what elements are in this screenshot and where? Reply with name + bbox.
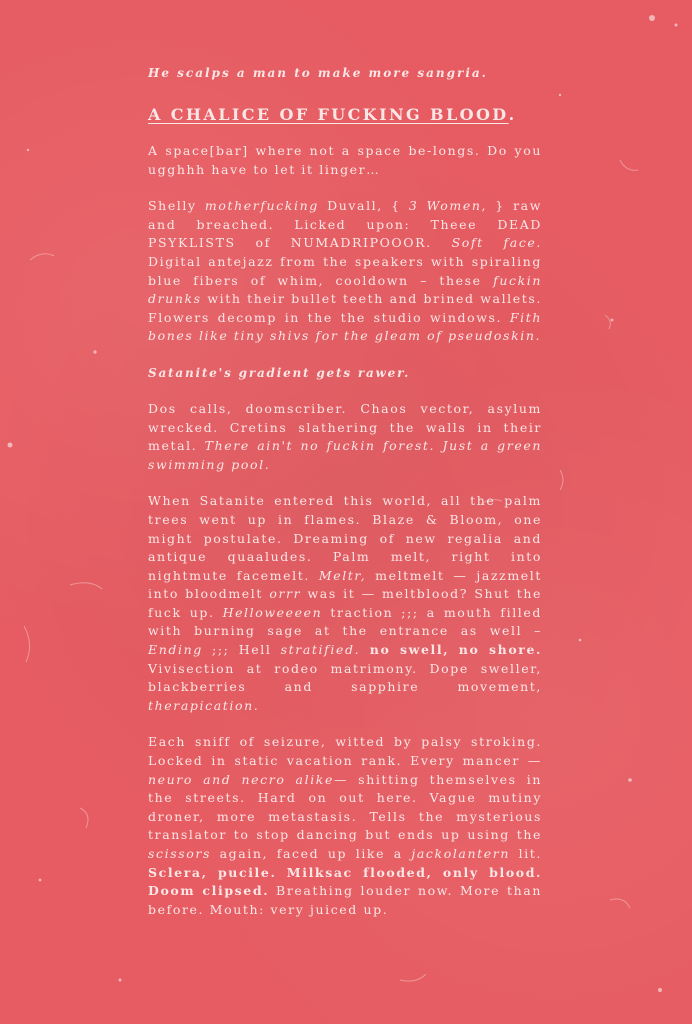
p2-text: Duvall, {	[318, 198, 409, 214]
p4-italic: Ending	[148, 642, 203, 658]
paragraph-4	[148, 492, 542, 715]
p2-italic: motherfucking	[204, 198, 319, 214]
p2-text: , } raw and breached. Licked upon: Theee DEAD PSYKLISTS of NUMADRIPOOOR.	[148, 198, 543, 251]
p5-italic: jackolantern	[411, 846, 510, 861]
p2-text: with their bullet teeth and brined wallets. Flowers decomp in the the studio windows.	[148, 291, 542, 325]
p5-italic: scissors	[148, 846, 211, 861]
p2-italic: Soft face.	[451, 235, 542, 251]
paragraph-1: A space[bar] where not a space be-longs. Do you ugghhh have to let it linger…	[148, 143, 542, 177]
p5-text: Each sniff of seizure, witted by palsy stroking. Locked in static vacation rank. Every mancer —	[148, 734, 542, 769]
p5-italic: neuro and necro alike	[148, 771, 334, 787]
p5-text: — shitting themselves in the streets. Hard on out here. Vague mutiny droner, more metastasis. Tells the mysterious translator to stop dancing but ends up using the	[148, 771, 542, 843]
p3-italic: There ain't no fuckin forest. Just a green swimming pool.	[148, 438, 542, 472]
p3-text: Dos calls, doomscriber. Chaos vector, asylum wrecked. Cretins slathering the walls in their metal.	[148, 400, 542, 454]
p4-text: traction ;;; a mouth filled with burning sage at the entrance as well –	[148, 604, 542, 639]
paragraph-2	[148, 197, 542, 346]
p4-text: When Satanite entered this world, all the palm trees went up in flames. Blaze & Bloom, one might postulate. Dreaming of new regalia and antique quaaludes. Palm melt, right into nightmute facemelt.	[148, 493, 542, 583]
p4-italic: Helloweeeen	[222, 604, 323, 620]
p4-italic: therapication.	[148, 697, 260, 713]
p4-text: meltmelt — jazzmelt into bloodmelt	[148, 567, 542, 602]
paragraph-5	[148, 733, 542, 919]
p2-italic: Fith bones like tiny shivs for the gleam of pseudoskin.	[148, 309, 542, 344]
p2-text: Shelly	[148, 198, 205, 214]
poem-title-period: .	[508, 105, 517, 124]
p4-text: was it — meltblood? Shut the fuck up.	[148, 586, 542, 620]
p4-bold: no swell, no shore.	[360, 642, 542, 658]
poem-title-text: A CHALICE OF FUCKING BLOOD	[148, 105, 509, 124]
p4-italic: orrr	[269, 586, 302, 602]
p5-text: lit.	[509, 846, 543, 861]
p4-text: ;;; Hell	[202, 642, 281, 658]
p4-text: Vivisection at rodeo matrimony. Dope sweller, blackberries and sapphire movement,	[148, 660, 542, 695]
p4-italic: stratified.	[280, 642, 361, 658]
p5-bold: Sclera, pucile. Milksac flooded, only blood. Doom clipsed.	[148, 864, 542, 899]
section-heading: Satanite's gradient gets rawer.	[148, 365, 411, 380]
epigraph: He scalps a man to make more sangria.	[148, 66, 488, 80]
p5-text: again, faced up like a	[210, 846, 412, 861]
p2-text: Digital antejazz from the speakers with spiraling blue fibers of whim, cooldown – these	[148, 253, 542, 288]
p4-italic: Meltr,	[318, 567, 367, 583]
paragraph-3	[148, 400, 542, 474]
p2-italic: fuckin drunks	[148, 272, 542, 307]
p2-italic: 3 Women	[408, 198, 482, 214]
poem-title	[148, 104, 542, 126]
poem-page	[148, 64, 542, 937]
p5-text: Breathing louder now. More than before. Mouth: very juiced up.	[148, 883, 542, 917]
